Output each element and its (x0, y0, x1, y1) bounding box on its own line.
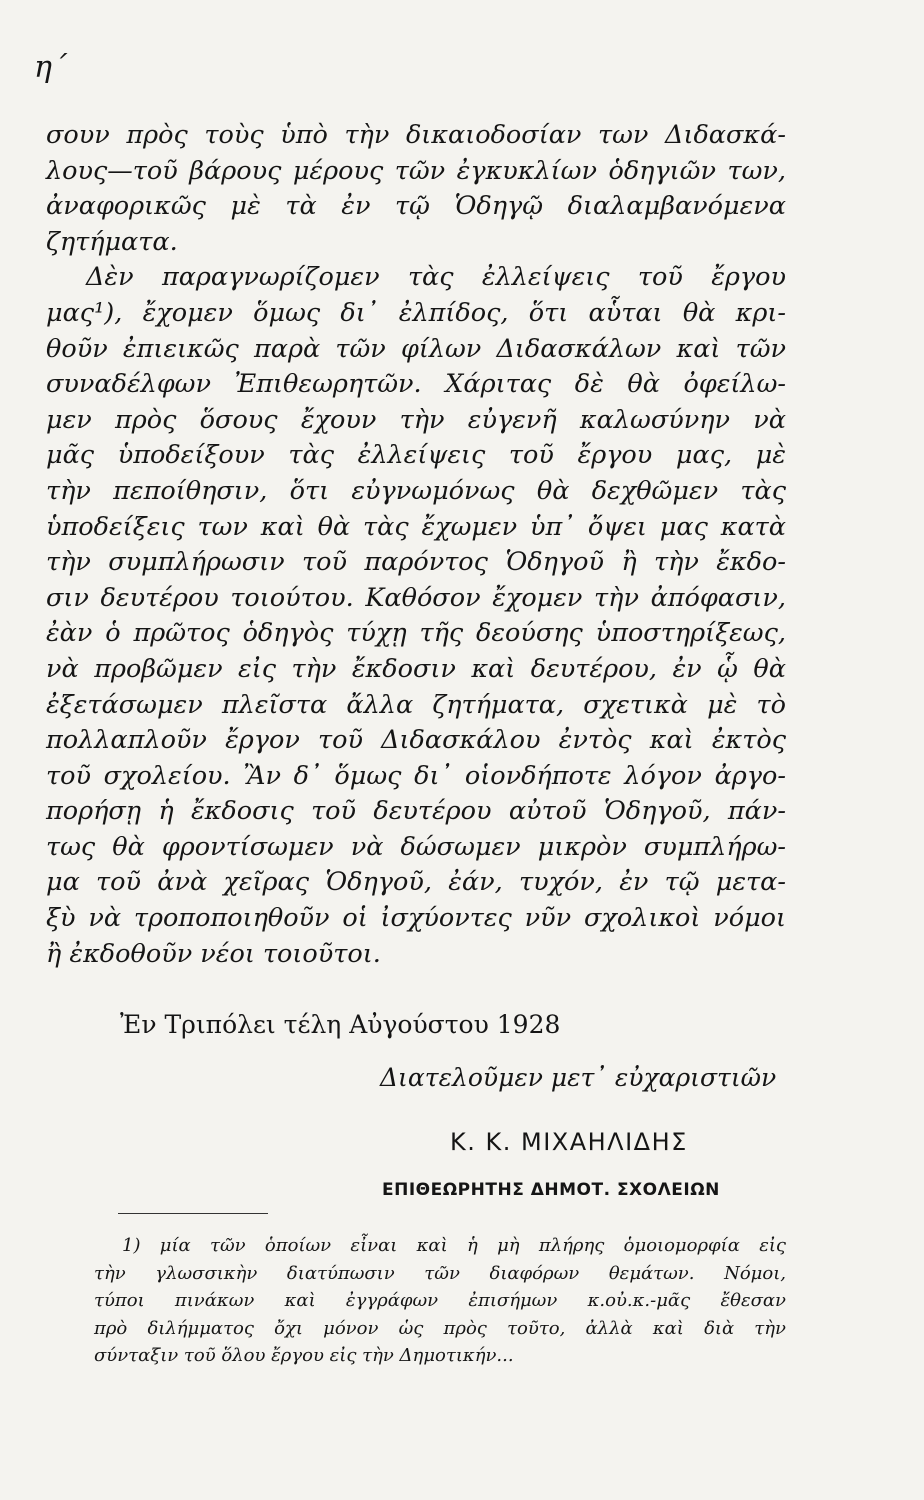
body-line: λους—τοῦ βάρους μέρους τῶν ἐγκυκλίων ὁδηγιῶν των, (46, 155, 786, 186)
page-number: η΄ (34, 50, 67, 85)
footnote-line: πρὸ διλήμματος ὄχι μόνον ὡς πρὸς τοῦτο, ἀλλὰ καὶ διὰ τὴν (94, 1317, 786, 1339)
footnote-line: σύνταξιν τοῦ ὅλου ἔργου εἰς τὴν Δημοτικήν... (94, 1345, 514, 1366)
signature-title: ΕΠΙΘΕΩΡΗΤΗΣ ΔΗΜΟΤ. ΣΧΟΛΕΙΩΝ (382, 1180, 720, 1200)
body-line: σιν δευτέρου τοιούτου. Καθόσον ἔχομεν τὴν ἀπόφασιν, (46, 582, 786, 613)
footnote-line: τύποι πινάκων καὶ ἐγγράφων ἐπισήμων κ.οὐ.κ.-μᾶς ἔθεσαν (94, 1290, 786, 1311)
footnote-line: τὴν γλωσσικὴν διατύπωσιν τῶν διαφόρων θεμάτων. Νόμοι, (94, 1262, 786, 1284)
body-line: Δὲν παραγνωρίζομεν τὰς ἐλλείψεις τοῦ ἔργου (86, 262, 786, 293)
body-line: μεν πρὸς ὅσους ἔχουν τὴν εὐγενῆ καλωσύνην νὰ (46, 404, 786, 435)
body-line: ἢ ἐκδοθοῦν νέοι τοιοῦτοι. (46, 938, 381, 969)
footnote (94, 1232, 786, 1370)
body-line: νὰ προβῶμεν εἰς τὴν ἔκδοσιν καὶ δευτέρου, ἐν ᾧ θὰ (46, 653, 786, 684)
body-line: μας¹), ἔχομεν ὅμως δι᾽ ἐλπίδος, ὅτι αὗται θὰ κρι- (46, 297, 786, 328)
closing-salutation: Διατελοῦμεν μετ᾽ εὐχαριστιῶν (380, 1063, 777, 1092)
body-line: μᾶς ὑποδείξουν τὰς ἐλλείψεις τοῦ ἔργου μας, μὲ (46, 440, 786, 471)
body-line: μα τοῦ ἀνὰ χεῖρας Ὁδηγοῦ, ἐάν, τυχόν, ἐν τῷ μετα- (46, 867, 786, 898)
body-line: ἀναφορικῶς μὲ τὰ ἐν τῷ Ὁδηγῷ διαλαμβανόμενα (46, 191, 786, 222)
body-line: πολλαπλοῦν ἔργον τοῦ Διδασκάλου ἐντὸς καὶ ἐκτὸς (46, 725, 786, 756)
body-line: τὴν συμπλήρωσιν τοῦ παρόντος Ὁδηγοῦ ἢ τὴν ἔκδο- (46, 547, 786, 578)
signature-name: Κ. Κ. ΜΙΧΑΗΛΙΔΗΣ (450, 1128, 688, 1156)
body-line: σουν πρὸς τοὺς ὑπὸ τὴν δικαιοδοσίαν των Διδασκά- (46, 120, 786, 150)
body-line: θοῦν ἐπιεικῶς παρὰ τῶν φίλων Διδασκάλων καὶ τῶν (46, 333, 786, 364)
place-date: Ἐν Τριπόλει τέλη Αὐγούστου 1928 (120, 1010, 561, 1039)
body-line: πορήσῃ ἡ ἔκδοσις τοῦ δευτέρου αὐτοῦ Ὁδηγοῦ, πάν- (46, 796, 786, 827)
body-line: τὴν πεποίθησιν, ὅτι εὐγνωμόνως θὰ δεχθῶμεν τὰς (46, 475, 786, 506)
body-line: τοῦ σχολείου. Ἂν δ᾽ ὅμως δι᾽ οἱονδήποτε λόγον ἀργο- (46, 760, 786, 791)
body-line: τως θὰ φροντίσωμεν νὰ δώσωμεν μικρὸν συμπλήρω- (46, 831, 786, 862)
body-line: ὑποδείξεις των καὶ θὰ τὰς ἔχωμεν ὑπ᾽ ὄψει μας κατὰ (46, 511, 786, 542)
body-text (46, 118, 786, 972)
footnote-divider (118, 1213, 268, 1214)
footnote-line: 1) μία τῶν ὁποίων εἶναι καὶ ἡ μὴ πλήρης ὁμοιομορφία εἰς (122, 1235, 786, 1256)
body-line: ἐξετάσωμεν πλεῖστα ἄλλα ζητήματα, σχετικὰ μὲ τὸ (46, 689, 786, 720)
body-line: συναδέλφων Ἐπιθεωρητῶν. Χάριτας δὲ θὰ ὀφείλω- (46, 369, 786, 400)
body-line: ἐὰν ὁ πρῶτος ὁδηγὸς τύχῃ τῆς δεούσης ὑποστηρίξεως, (46, 618, 786, 649)
body-line: ξὺ νὰ τροποποιηθοῦν οἱ ἰσχύοντες νῦν σχολικοὶ νόμοι (46, 903, 786, 934)
body-line: ζητήματα. (46, 226, 178, 257)
